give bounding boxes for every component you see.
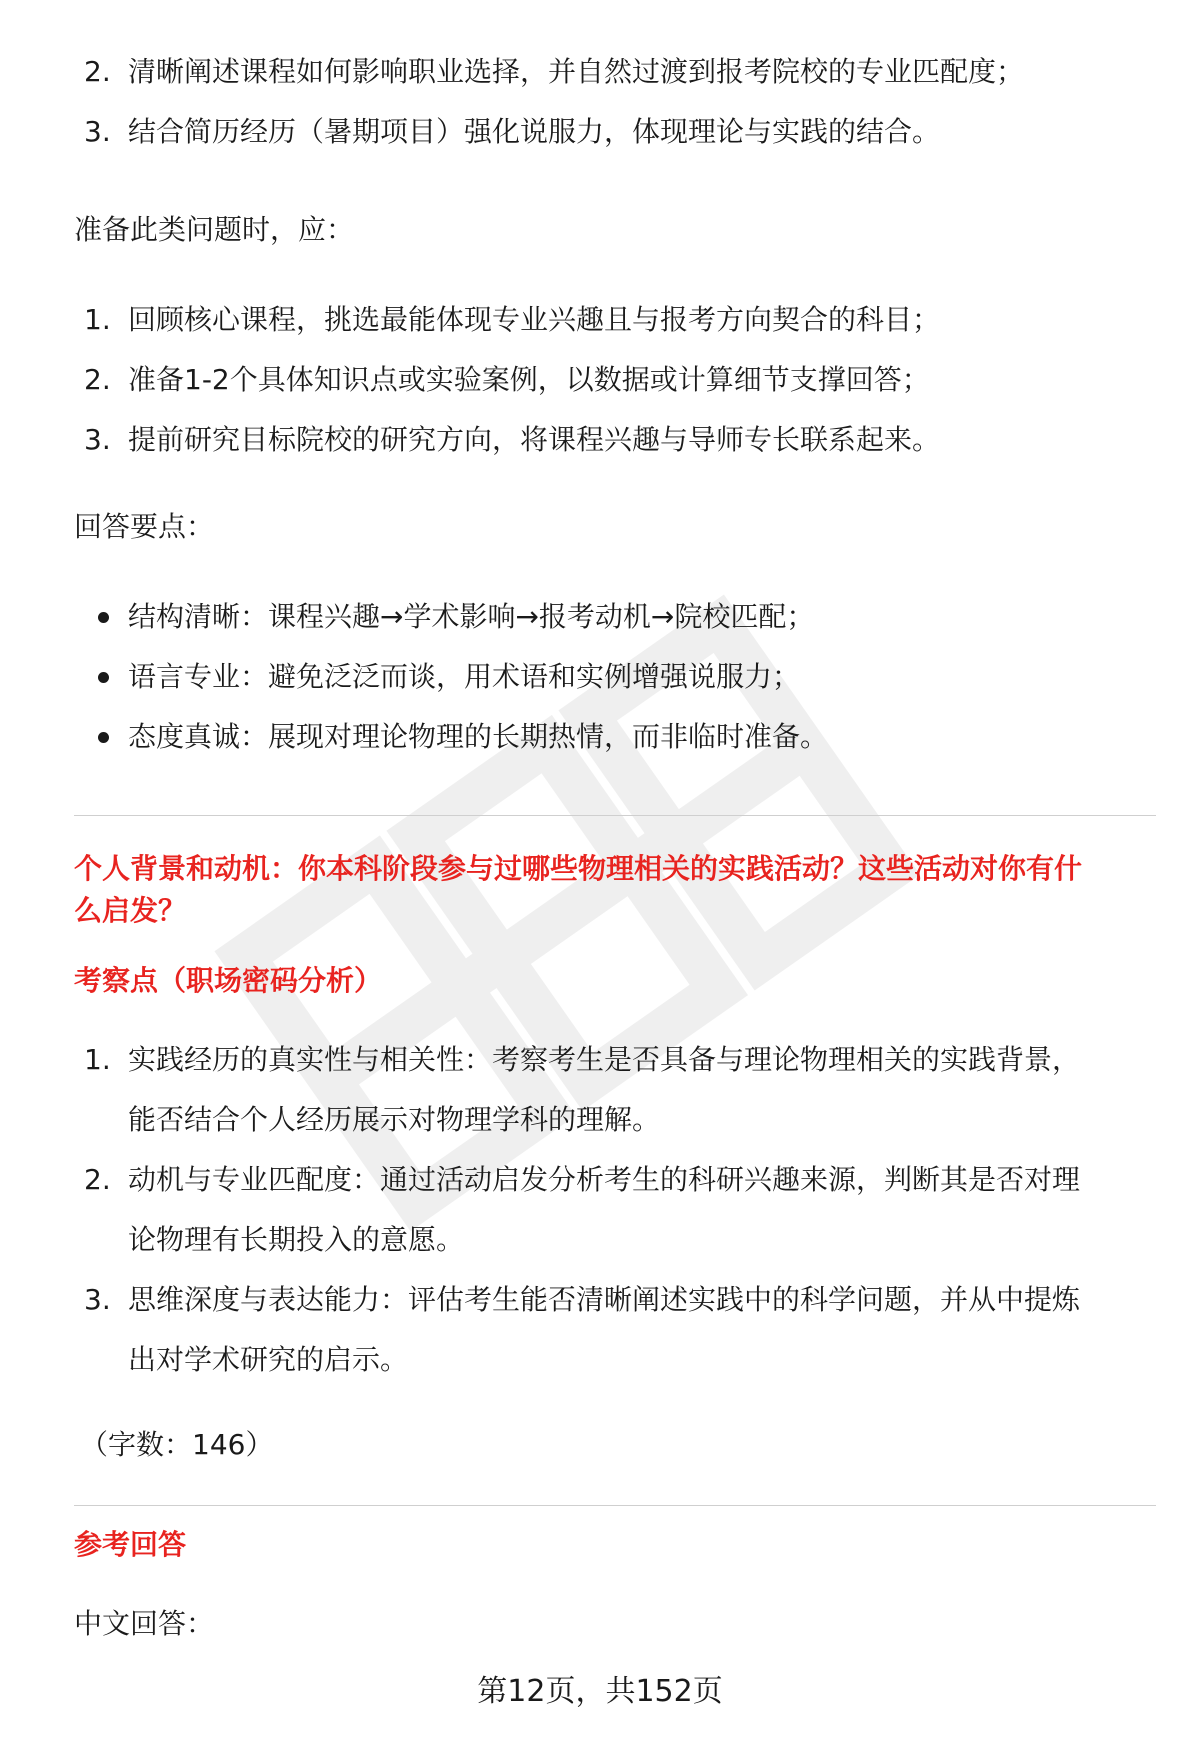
list-item	[74, 1150, 1156, 1270]
bullet-text: 结构清晰：课程兴趣→学术影响→报考动机→院校匹配；	[128, 600, 815, 633]
list-number: 3.	[84, 115, 111, 148]
list-text: 回顾核心课程，挑选最能体现专业兴趣且与报考方向契合的科目；	[128, 303, 941, 336]
list-text: 清晰阐述课程如何影响职业选择，并自然过渡到报考院校的专业匹配度；	[128, 55, 1025, 88]
list-number: 1.	[84, 303, 111, 336]
bullet-dot-icon	[98, 672, 109, 683]
document-page	[74, 0, 1154, 1755]
list-text: 出对学术研究的启示。	[128, 1343, 409, 1376]
bullet-text: 语言专业：避免泛泛而谈，用术语和实例增强说服力；	[128, 660, 801, 693]
bullet-item	[74, 707, 828, 767]
list-item	[74, 42, 1024, 102]
list-text: 提前研究目标院校的研究方向，将课程兴趣与导师专长联系起来。	[128, 423, 941, 456]
question-heading	[74, 848, 1156, 932]
list-item	[74, 410, 940, 470]
question-line: 个人背景和动机：你本科阶段参与过哪些物理相关的实践活动？这些活动对你有什	[74, 852, 1083, 885]
section-divider	[74, 1505, 1156, 1506]
exam-points-list	[74, 1030, 1156, 1390]
list-text: 实践经历的真实性与相关性：考察考生是否具备与理论物理相关的实践背景，	[128, 1043, 1081, 1076]
list-item	[74, 1270, 1156, 1390]
section-divider	[74, 815, 1156, 816]
question-line: 么启发？	[74, 894, 187, 927]
prep-heading: 准备此类问题时，应：	[74, 213, 355, 246]
list-text: 思维深度与表达能力：评估考生能否清晰阐述实践中的科学问题，并从中提炼	[128, 1283, 1081, 1316]
list-text: 动机与专业匹配度：通过活动启发分析考生的科研兴趣来源，判断其是否对理	[128, 1163, 1081, 1196]
list-number: 2.	[84, 363, 111, 396]
bullet-text: 态度真诚：展现对理论物理的长期热情，而非临时准备。	[128, 720, 829, 753]
list-item	[74, 350, 940, 410]
answer-points-heading: 回答要点：	[74, 510, 215, 543]
word-count: （字数：146）	[80, 1428, 274, 1461]
page-footer: 第12页，共152页	[477, 1674, 723, 1709]
exam-points-heading: 考察点（职场密码分析）	[74, 964, 383, 997]
chinese-answer-label: 中文回答：	[74, 1607, 215, 1640]
list-continued	[74, 42, 1024, 162]
list-item	[74, 1030, 1156, 1150]
list-number: 2.	[84, 1163, 111, 1196]
list-number: 1.	[84, 1043, 111, 1076]
list-item	[74, 102, 1024, 162]
list-number: 3.	[84, 423, 111, 456]
list-number: 3.	[84, 1283, 111, 1316]
list-text: 能否结合个人经历展示对物理学科的理解。	[128, 1103, 661, 1136]
list-number: 2.	[84, 55, 111, 88]
bullet-item	[74, 587, 828, 647]
list-text: 准备1-2个具体知识点或实验案例，以数据或计算细节支撑回答；	[128, 363, 930, 396]
list-text: 论物理有长期投入的意愿。	[128, 1223, 465, 1256]
bullet-dot-icon	[98, 732, 109, 743]
answer-points-list	[74, 587, 828, 767]
prep-list	[74, 290, 940, 470]
list-item	[74, 290, 940, 350]
reference-heading: 参考回答	[74, 1528, 187, 1561]
bullet-dot-icon	[98, 612, 109, 623]
list-text: 结合简历经历（暑期项目）强化说服力，体现理论与实践的结合。	[128, 115, 941, 148]
bullet-item	[74, 647, 828, 707]
